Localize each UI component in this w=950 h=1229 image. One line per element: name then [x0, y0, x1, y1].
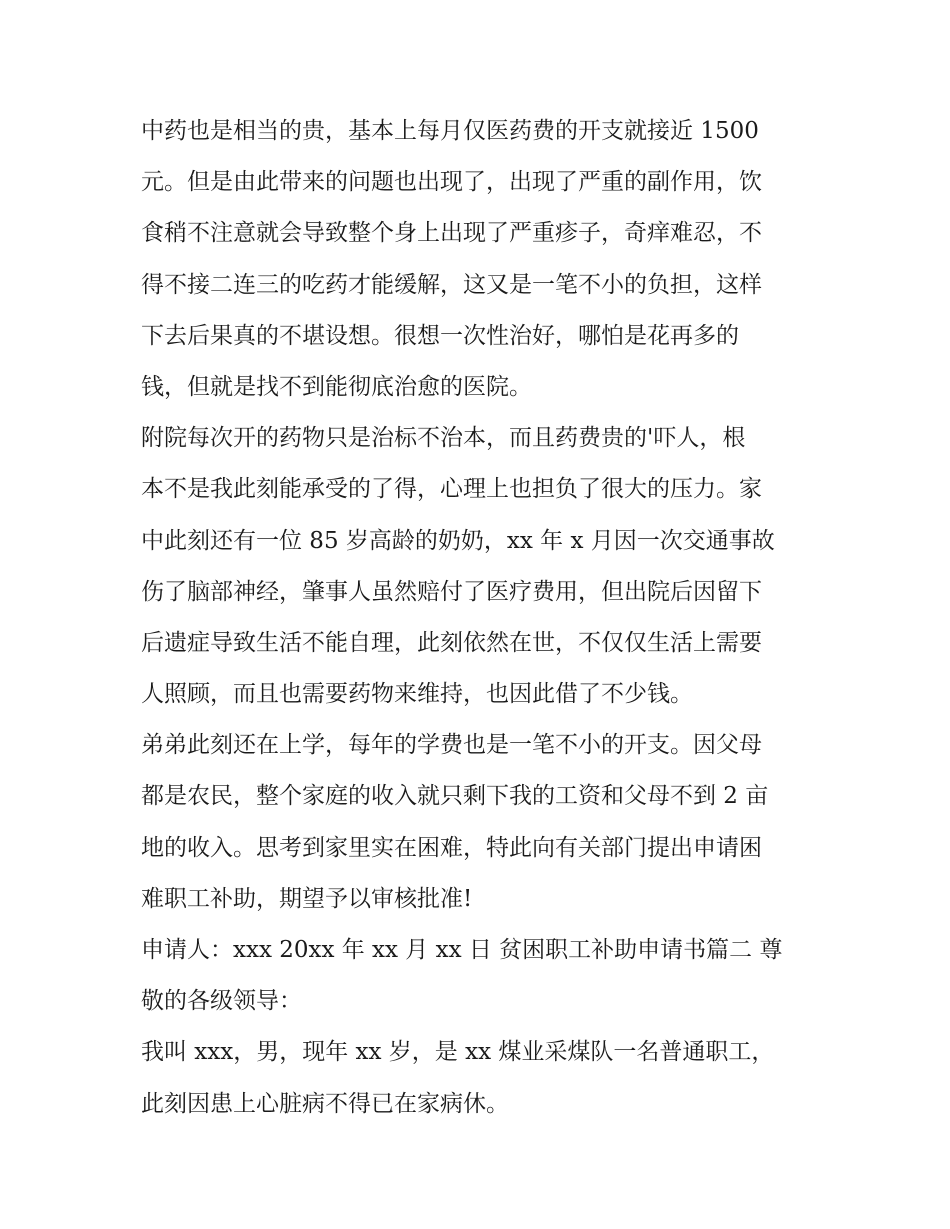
text-line: 附院每次开的药物只是治标不治本，而且药费贵的'吓人，根 — [141, 425, 746, 452]
text-line: 敬的各级领导： — [141, 988, 302, 1015]
text-line: 食稍不注意就会导致整个身上出现了严重疹子，奇痒难忍，不 — [141, 220, 762, 247]
text-line: 人照顾，而且也需要药物来维持，也因此借了不少钱。 — [141, 681, 693, 708]
text-line: 此刻因患上心脏病不得已在家病休。 — [141, 1090, 509, 1117]
document-body — [141, 106, 821, 1130]
text-line: 弟弟此刻还在上学，每年的学费也是一笔不小的开支。因父母 — [141, 732, 762, 759]
text-line: 中药也是相当的贵，基本上每月仅医药费的开支就接近 1500 — [141, 118, 759, 144]
text-line: 本不是我此刻能承受的了得，心理上也担负了很大的压力。家 — [141, 476, 762, 503]
text-line: 申请人：xxx 20xx 年 xx 月 xx 日 贫困职工补助申请书篇二 尊 — [141, 937, 783, 963]
text-line: 难职工补助，期望予以审核批准! — [141, 885, 473, 912]
text-line: 得不接二连三的吃药才能缓解，这又是一笔不小的负担，这样 — [141, 271, 762, 298]
text-line: 伤了脑部神经，肇事人虽然赔付了医疗费用，但出院后因留下 — [141, 578, 762, 605]
text-line: 我叫 xxx，男，现年 xx 岁，是 xx 煤业采煤队一名普通职工， — [141, 1039, 775, 1066]
text-line: 钱，但就是找不到能彻底治愈的医院。 — [141, 373, 532, 400]
text-line: 后遗症导致生活不能自理，此刻依然在世，不仅仅生活上需要 — [141, 629, 762, 656]
text-line: 中此刻还有一位 85 岁高龄的奶奶，xx 年 x 月因一次交通事故 — [141, 527, 775, 554]
text-line: 地的收入。思考到家里实在困难，特此向有关部门提出申请困 — [141, 834, 762, 861]
text-line: 下去后果真的不堪设想。很想一次性治好，哪怕是花再多的 — [141, 322, 739, 349]
text-line: 都是农民，整个家庭的收入就只剩下我的工资和父母不到 2 亩 — [141, 783, 769, 810]
text-line: 元。但是由此带来的问题也出现了，出现了严重的副作用，饮 — [141, 169, 762, 196]
